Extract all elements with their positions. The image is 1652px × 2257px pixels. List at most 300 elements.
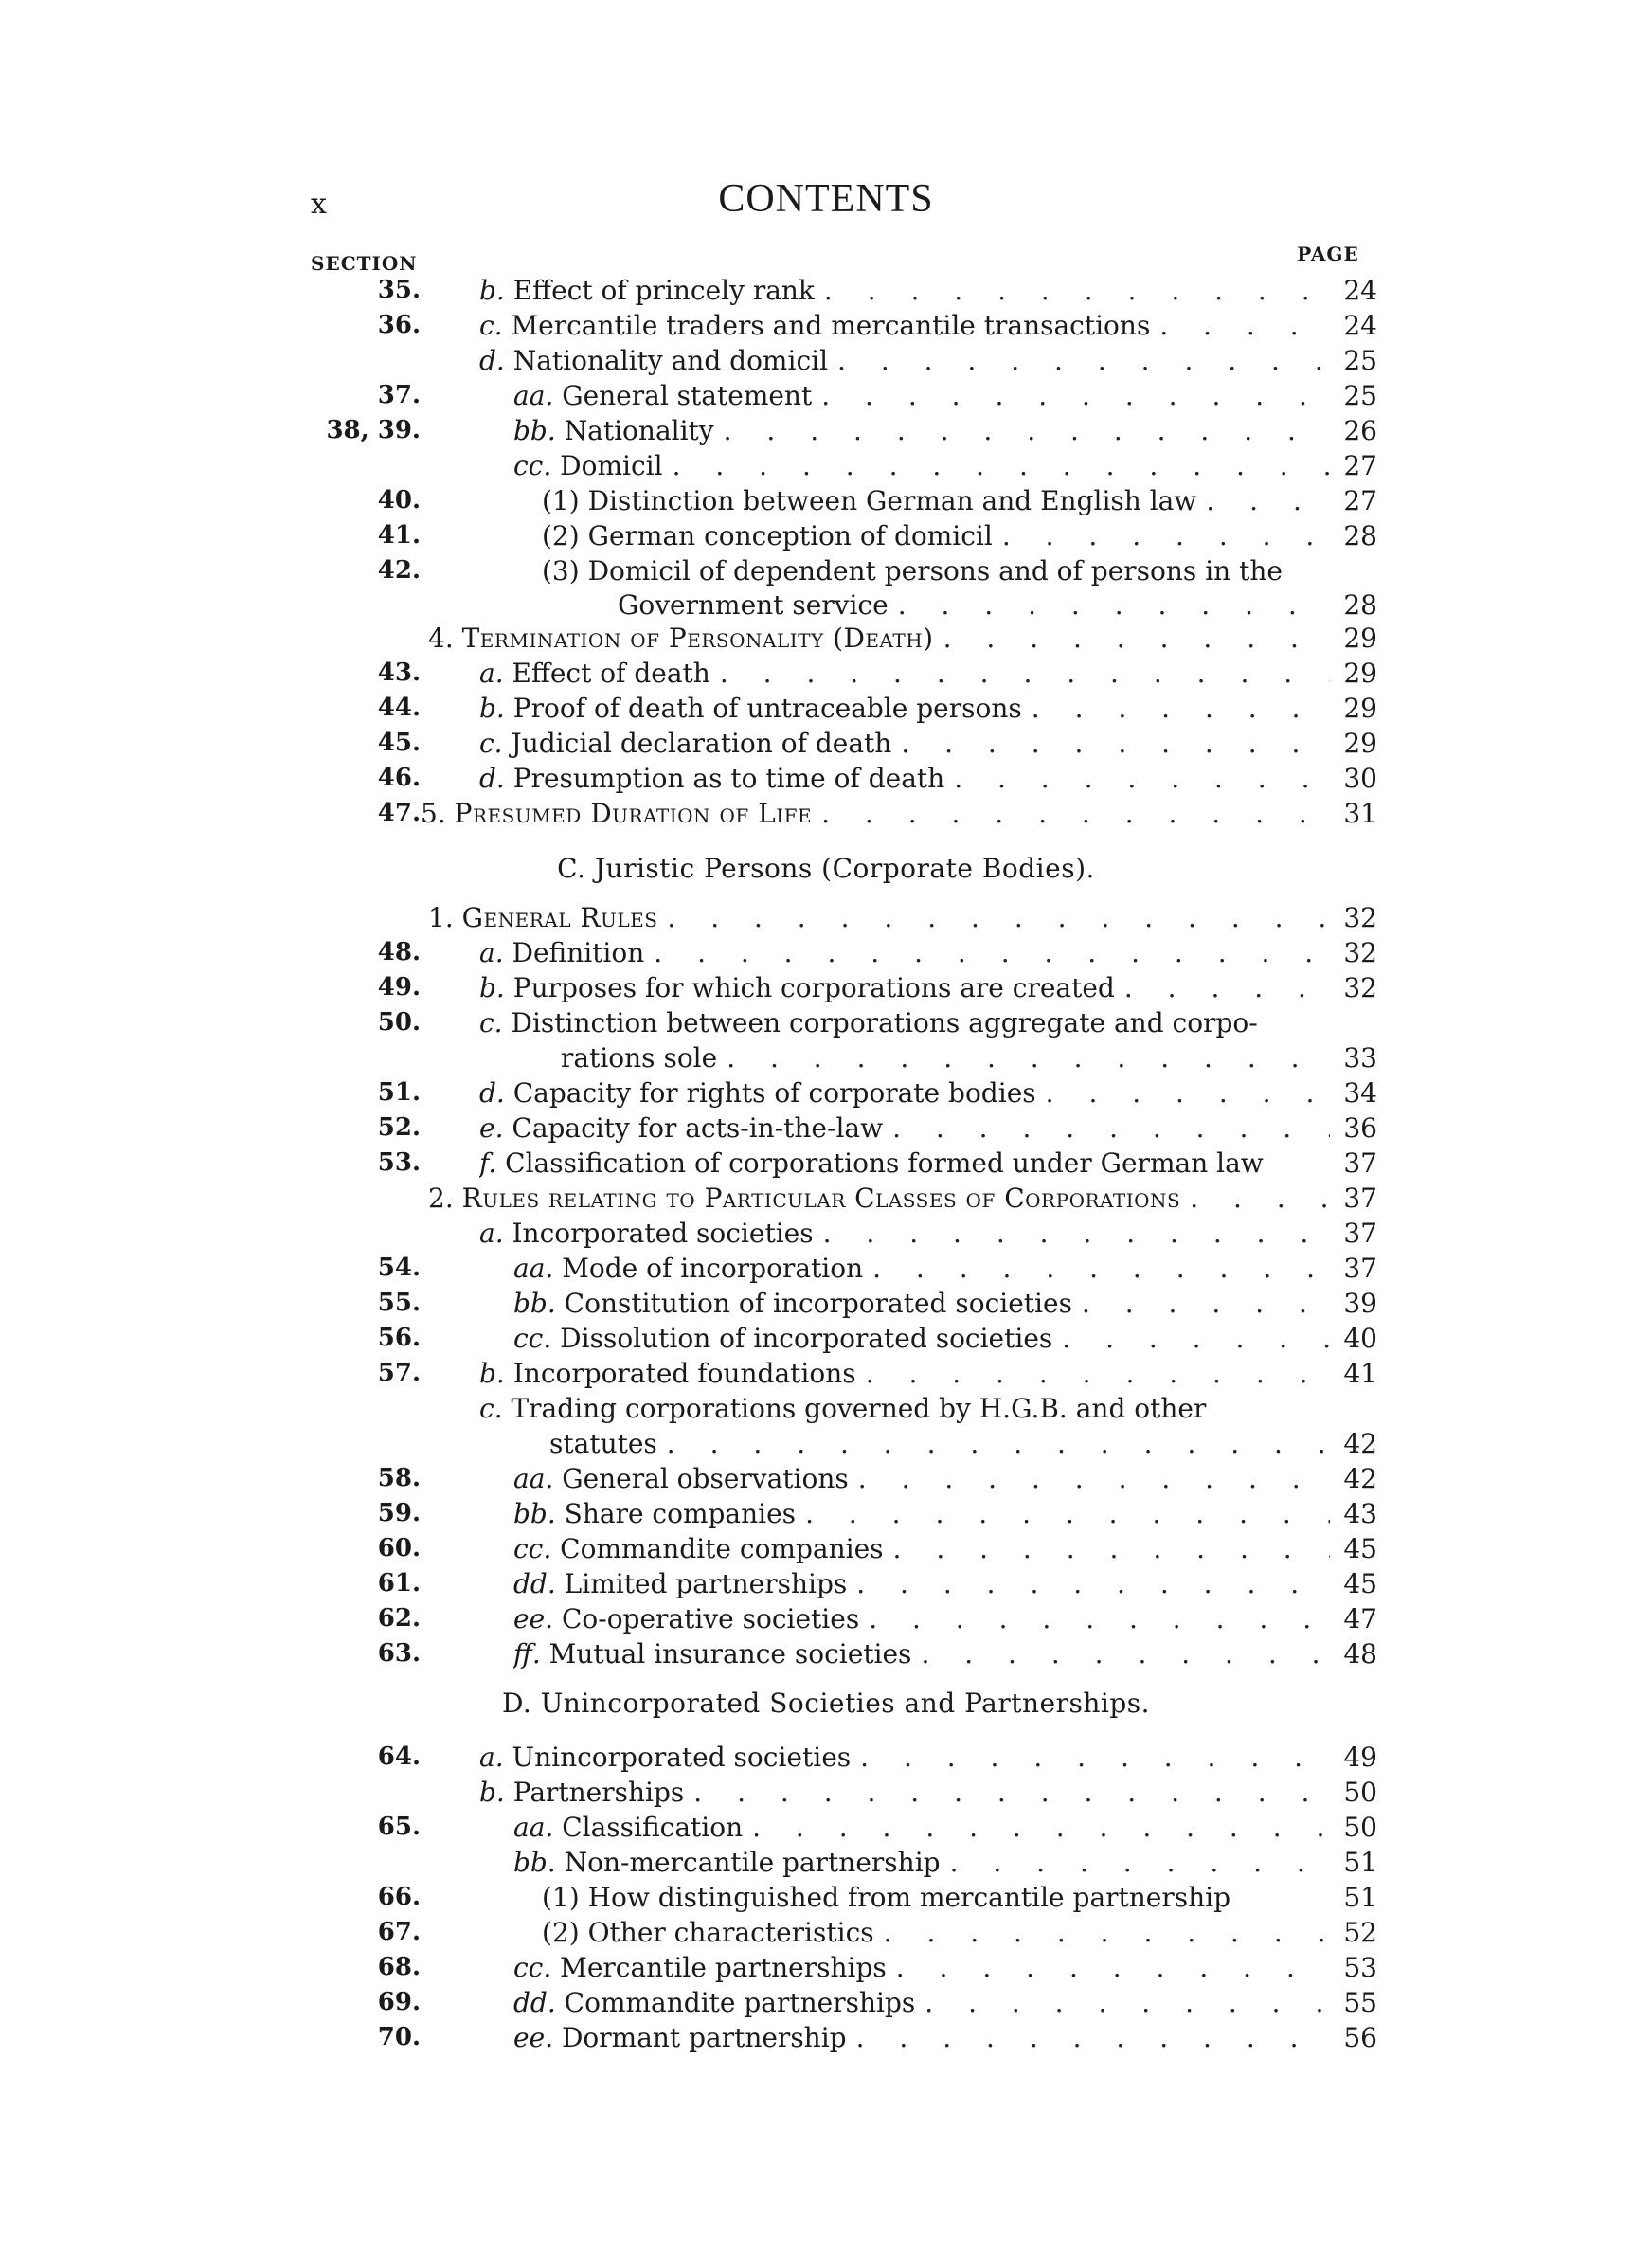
- entry-text: General statement: [562, 380, 813, 411]
- entry-label: [513, 1531, 884, 1566]
- toc-row: [0, 378, 1652, 413]
- entry-marker: c.: [479, 1393, 503, 1424]
- page-number: 31: [1343, 798, 1377, 829]
- toc-entry: [479, 1740, 1339, 1775]
- dot-leader: [693, 1775, 1330, 1810]
- page-number: 29: [1343, 623, 1377, 654]
- page-number: 25: [1343, 380, 1377, 411]
- entry-label: [479, 656, 710, 691]
- toc-row: [0, 1216, 1652, 1251]
- toc-entry: [542, 1880, 1339, 1915]
- toc-entry: [513, 448, 1339, 483]
- entry-marker: c.: [479, 1007, 503, 1038]
- entry-text: Partnerships: [512, 1777, 685, 1808]
- entry-text: Termination of Personality (Death): [461, 623, 934, 654]
- entry-marker: d.: [479, 345, 505, 376]
- section-number: 46.: [377, 764, 421, 792]
- toc-entry: [513, 1950, 1339, 1985]
- entry-label: [542, 483, 1196, 518]
- entry-text: Limited partnerships: [564, 1568, 848, 1599]
- toc-entry: [421, 796, 1339, 831]
- page-number: 50: [1343, 1777, 1377, 1808]
- page-number: 49: [1343, 1742, 1377, 1773]
- toc-entry: [479, 726, 1339, 761]
- toc-row: [0, 1740, 1652, 1775]
- entry-label: [513, 1601, 859, 1636]
- toc-entry: [479, 1356, 1339, 1391]
- entry-marker: ff.: [513, 1638, 541, 1670]
- entry-text: Effect of death: [512, 658, 710, 689]
- toc-row: [0, 796, 1652, 831]
- entry-marker: f.: [479, 1147, 497, 1179]
- toc-row: [0, 413, 1652, 448]
- entry-label: [479, 1775, 684, 1810]
- dot-leader: [893, 1531, 1330, 1566]
- toc-entry: [513, 378, 1339, 413]
- toc-entry: [513, 1845, 1339, 1880]
- dot-leader: [858, 1461, 1330, 1496]
- section-number: 38, 39.: [326, 416, 421, 444]
- entry-label: [428, 900, 657, 935]
- toc-row: [0, 1286, 1652, 1321]
- entry-text: Presumed Duration of Life: [454, 798, 813, 829]
- toc-entry: [428, 621, 1339, 656]
- dot-leader: [925, 1985, 1330, 2020]
- dot-leader: [667, 900, 1330, 935]
- page-title: CONTENTS: [718, 177, 934, 221]
- section-number: 61.: [377, 1569, 421, 1598]
- entry-text: Definition: [512, 937, 645, 968]
- toc-row: [0, 1391, 1652, 1426]
- toc-row: [0, 553, 1652, 588]
- dot-leader: [837, 343, 1330, 378]
- toc-row: [0, 1146, 1652, 1181]
- toc-row: [0, 1810, 1652, 1845]
- entry-text: Incorporated societies: [512, 1218, 814, 1249]
- toc-row: [0, 1985, 1652, 2020]
- toc-row: [0, 1775, 1652, 1810]
- section-number: 44.: [377, 694, 421, 722]
- page-number: 48: [1343, 1638, 1377, 1670]
- toc-entry: [513, 1601, 1339, 1636]
- section-number: 65.: [377, 1813, 421, 1841]
- page-number: 33: [1343, 1042, 1377, 1074]
- entry-label: [479, 1005, 1258, 1040]
- entry-label: [513, 1950, 887, 1985]
- toc-entry: [479, 691, 1339, 726]
- entry-marker: bb.: [513, 415, 556, 446]
- toc-entry: [479, 1391, 1339, 1426]
- toc-row: [0, 1566, 1652, 1601]
- entry-text: statutes: [549, 1428, 657, 1459]
- toc-entry: [513, 1286, 1339, 1321]
- entry-text: Commandite partnerships: [564, 1987, 916, 2018]
- toc-entry: [561, 1040, 1339, 1075]
- toc-entry: [479, 273, 1339, 308]
- page-number: 32: [1343, 972, 1377, 1003]
- dot-leader: [724, 413, 1330, 448]
- toc-row: [0, 761, 1652, 796]
- toc-row: [0, 726, 1652, 761]
- dot-leader: [667, 1426, 1330, 1461]
- toc-row: [0, 1426, 1652, 1461]
- entry-marker: d.: [479, 763, 505, 794]
- toc-row: [0, 587, 1652, 623]
- page-number: 42: [1343, 1463, 1377, 1494]
- entry-marker: aa.: [513, 1812, 554, 1843]
- entry-label: [513, 1496, 796, 1531]
- entry-marker: a.: [479, 1218, 504, 1249]
- toc-entry: [479, 1775, 1339, 1810]
- section-number: 35.: [377, 276, 421, 304]
- section-number: 64.: [377, 1742, 421, 1771]
- section-number: 43.: [377, 659, 421, 687]
- toc-row: [0, 308, 1652, 343]
- entry-text: Trading corporations governed by H.G.B. and other: [511, 1393, 1207, 1424]
- entry-text: Judicial declaration of death: [511, 728, 892, 759]
- entry-label: [542, 518, 993, 553]
- section-number: 40.: [377, 486, 421, 515]
- page-number: 43: [1343, 1498, 1377, 1529]
- entry-marker: ee.: [513, 2022, 554, 2053]
- toc-entry: [513, 1461, 1339, 1496]
- toc-entry: [479, 308, 1339, 343]
- entry-text: Purposes for which corporations are created: [512, 972, 1115, 1003]
- entry-marker: aa.: [513, 380, 554, 411]
- dot-leader: [860, 1740, 1330, 1775]
- dot-leader: [805, 1496, 1330, 1531]
- toc-entry: [513, 1636, 1339, 1671]
- entry-text: Distinction between German and English law: [587, 485, 1197, 516]
- entry-label: [479, 1356, 856, 1391]
- toc-row: [0, 1915, 1652, 1950]
- entry-text: Mercantile partnerships: [560, 1952, 887, 1983]
- toc-entry: [513, 2020, 1339, 2055]
- page-number: 37: [1343, 1218, 1377, 1249]
- entry-label: [479, 970, 1115, 1005]
- entry-marker: dd.: [513, 1987, 556, 2018]
- section-number: 67.: [377, 1918, 421, 1946]
- entry-marker: d.: [479, 1077, 505, 1109]
- toc-entry: [513, 1566, 1339, 1601]
- toc-row: [0, 1601, 1652, 1636]
- entry-marker: ee.: [513, 1603, 554, 1634]
- section-number: 36.: [377, 311, 421, 339]
- toc-entry: [513, 1496, 1339, 1531]
- dot-leader: [821, 796, 1330, 831]
- dot-leader: [866, 1356, 1330, 1391]
- roman-page-number: x: [311, 188, 328, 221]
- page-number: 51: [1343, 1847, 1377, 1878]
- entry-marker: (1): [542, 485, 580, 516]
- page-number: 28: [1343, 589, 1377, 621]
- dot-leader: [1159, 308, 1330, 343]
- section-number: 59.: [377, 1499, 421, 1527]
- toc-entry: [479, 970, 1339, 1005]
- dot-leader: [856, 1566, 1330, 1601]
- entry-label: [479, 1146, 1264, 1181]
- toc-entry: [542, 553, 1339, 588]
- toc-entry: [542, 483, 1339, 518]
- toc-entry: [618, 587, 1339, 623]
- page-number: 27: [1343, 450, 1377, 481]
- entry-text: German conception of domicil: [587, 520, 993, 551]
- dot-leader: [954, 761, 1330, 796]
- section-number: 66.: [377, 1883, 421, 1911]
- dot-leader: [1124, 970, 1330, 1005]
- entry-label: [513, 1985, 915, 2020]
- section-number: 55.: [377, 1289, 421, 1317]
- toc-row: [0, 691, 1652, 726]
- toc-row: [0, 1880, 1652, 1915]
- entry-marker: aa.: [513, 1463, 554, 1494]
- toc-entry: [513, 1251, 1339, 1286]
- entry-marker: a.: [479, 1742, 504, 1773]
- toc-row: [0, 518, 1652, 553]
- toc-entry: [479, 761, 1339, 796]
- entry-text: Classification: [562, 1812, 744, 1843]
- toc-entry: [479, 343, 1339, 378]
- toc-row: [0, 1461, 1652, 1496]
- toc-row: [0, 970, 1652, 1005]
- toc-row: [0, 2020, 1652, 2055]
- entry-text: Government service: [618, 589, 889, 621]
- entry-label: [549, 1426, 657, 1461]
- entry-marker: c.: [479, 728, 503, 759]
- toc-entry: [428, 900, 1339, 935]
- entry-label: [479, 935, 644, 970]
- dot-leader: [824, 273, 1330, 308]
- entry-label: [513, 1286, 1072, 1321]
- entry-marker: (2): [542, 1917, 580, 1948]
- section-number: 41.: [377, 521, 421, 550]
- entry-marker: b.: [479, 972, 505, 1003]
- entry-marker: c.: [479, 310, 503, 341]
- entry-label: [479, 1110, 883, 1146]
- entry-label: [479, 691, 1022, 726]
- entry-text: Share companies: [564, 1498, 797, 1529]
- section-number: 52.: [377, 1113, 421, 1142]
- toc-entry: [479, 1005, 1339, 1040]
- dot-leader: [1062, 1321, 1330, 1356]
- entry-text: Domicil of dependent persons and of persons in the: [587, 555, 1283, 587]
- entry-label: [479, 308, 1150, 343]
- toc-row: [0, 1845, 1652, 1880]
- entry-text: Unincorporated societies: [512, 1742, 852, 1773]
- toc-row: [0, 1950, 1652, 1985]
- toc-row: [0, 1110, 1652, 1146]
- entry-text: General Rules: [461, 902, 658, 933]
- section-number: 48.: [377, 938, 421, 966]
- entry-text: How distinguished from mercantile partnership: [587, 1882, 1231, 1913]
- dot-leader: [1002, 518, 1330, 553]
- page-number: 51: [1343, 1882, 1377, 1913]
- dot-leader: [821, 378, 1330, 413]
- dot-leader: [884, 1915, 1330, 1950]
- entry-text: Mode of incorporation: [562, 1253, 864, 1284]
- dot-leader: [720, 656, 1330, 691]
- entry-marker: b.: [479, 693, 505, 724]
- dot-leader: [1206, 483, 1330, 518]
- toc-entry: [542, 1915, 1339, 1950]
- toc-row: [0, 1181, 1652, 1216]
- toc-entry: [479, 656, 1339, 691]
- entry-marker: (3): [542, 555, 580, 587]
- toc-entry: [513, 1531, 1339, 1566]
- entry-marker: aa.: [513, 1253, 554, 1284]
- entry-label: [421, 796, 812, 831]
- entry-marker: e.: [479, 1112, 504, 1144]
- page-number: 37: [1343, 1253, 1377, 1284]
- entry-marker: bb.: [513, 1288, 556, 1319]
- section-number: 56.: [377, 1324, 421, 1352]
- entry-text: Mercantile traders and mercantile transactions: [511, 310, 1151, 341]
- page-number: 42: [1343, 1428, 1377, 1459]
- section-number: 57.: [377, 1359, 421, 1387]
- entry-label: [479, 343, 828, 378]
- page-number: 30: [1343, 763, 1377, 794]
- entry-text: Commandite companies: [560, 1533, 884, 1564]
- page-number: 37: [1343, 1183, 1377, 1214]
- section-number: 62.: [377, 1604, 421, 1633]
- entry-marker: a.: [479, 937, 504, 968]
- dot-leader: [654, 935, 1330, 970]
- entry-marker: cc.: [513, 1533, 552, 1564]
- toc-row: [0, 483, 1652, 518]
- entry-text: Other characteristics: [587, 1917, 874, 1948]
- page-number: 45: [1343, 1533, 1377, 1564]
- page-number: 32: [1343, 902, 1377, 933]
- entry-label: [513, 1321, 1052, 1356]
- entry-marker: dd.: [513, 1568, 556, 1599]
- subheading-unincorporated-societies: D. Unincorporated Societies and Partnerships.: [501, 1688, 1151, 1719]
- toc-row: [0, 1321, 1652, 1356]
- dot-leader: [869, 1601, 1330, 1636]
- page-number: 45: [1343, 1568, 1377, 1599]
- entry-marker: (1): [542, 1882, 580, 1913]
- entry-marker: cc.: [513, 1323, 552, 1354]
- entry-marker: 2.: [428, 1183, 454, 1214]
- page-number: 53: [1343, 1952, 1377, 1983]
- dot-leader: [1046, 1075, 1330, 1110]
- entry-label: [542, 1880, 1230, 1915]
- toc-row: [0, 1251, 1652, 1286]
- entry-text: Nationality and domicil: [512, 345, 829, 376]
- entry-label: [513, 1461, 849, 1496]
- section-number: 50.: [377, 1008, 421, 1037]
- toc-entry: [513, 1985, 1339, 2020]
- section-number: 49.: [377, 973, 421, 1002]
- page-number: 28: [1343, 520, 1377, 551]
- toc-row: [0, 1075, 1652, 1110]
- toc-entry: [428, 1181, 1339, 1216]
- entry-text: Proof of death of untraceable persons: [512, 693, 1022, 724]
- entry-text: Rules relating to Particular Classes of Corporations: [461, 1183, 1181, 1214]
- toc-entry: [479, 1146, 1339, 1181]
- section-number: 68.: [377, 1953, 421, 1981]
- subheading-juristic-persons: C. Juristic Persons (Corporate Bodies).: [557, 853, 1095, 884]
- toc-entry: [513, 413, 1339, 448]
- dot-leader: [1082, 1286, 1330, 1321]
- entry-marker: (2): [542, 520, 580, 551]
- dot-leader: [856, 2020, 1330, 2055]
- page-number: 24: [1343, 275, 1377, 306]
- entry-marker: a.: [479, 658, 504, 689]
- dot-leader: [823, 1216, 1330, 1251]
- entry-text: Dissolution of incorporated societies: [560, 1323, 1053, 1354]
- entry-marker: 1.: [428, 902, 454, 933]
- dot-leader: [1032, 691, 1330, 726]
- section-number: 45.: [377, 729, 421, 757]
- entry-label: [479, 273, 815, 308]
- page-number: 50: [1343, 1812, 1377, 1843]
- page-number: 25: [1343, 345, 1377, 376]
- section-number: 37.: [377, 381, 421, 409]
- toc-row: [0, 448, 1652, 483]
- toc-row: [0, 1531, 1652, 1566]
- entry-label: [513, 378, 812, 413]
- section-number: 58.: [377, 1464, 421, 1492]
- dot-leader: [872, 1251, 1330, 1286]
- entry-label: [542, 1915, 874, 1950]
- toc-row: [0, 343, 1652, 378]
- toc-row: [0, 1040, 1652, 1075]
- toc-entry: [479, 1075, 1339, 1110]
- entry-text: Capacity for acts-in-the-law: [512, 1112, 884, 1144]
- toc-row: [0, 1636, 1652, 1671]
- entry-label: [479, 1740, 851, 1775]
- page-number: 29: [1343, 658, 1377, 689]
- toc-entry: [479, 1216, 1339, 1251]
- entry-label: [513, 1845, 941, 1880]
- page-number: 37: [1343, 1147, 1377, 1179]
- toc-row: [0, 935, 1652, 970]
- section-number: 53.: [377, 1148, 421, 1177]
- section-number: 60.: [377, 1534, 421, 1562]
- toc-entry: [479, 935, 1339, 970]
- dot-leader: [727, 1040, 1330, 1075]
- toc-row: [0, 1496, 1652, 1531]
- entry-text: Dormant partnership: [561, 2022, 847, 2053]
- dot-leader: [1190, 1181, 1330, 1216]
- section-number: 47.: [377, 799, 421, 827]
- entry-text: Capacity for rights of corporate bodies: [512, 1077, 1036, 1109]
- toc-row: [0, 273, 1652, 308]
- entry-text: Mutual insurance societies: [548, 1638, 912, 1670]
- toc-row: [0, 1356, 1652, 1391]
- dot-leader: [892, 1110, 1330, 1146]
- entry-text: Constitution of incorporated societies: [564, 1288, 1072, 1319]
- page-number: 27: [1343, 485, 1377, 516]
- dot-leader: [752, 1810, 1330, 1845]
- section-number: 54.: [377, 1254, 421, 1282]
- page-number: 29: [1343, 728, 1377, 759]
- dot-leader: [943, 621, 1330, 656]
- page-number: 39: [1343, 1288, 1377, 1319]
- page-column-header: PAGE: [1297, 243, 1359, 265]
- entry-label: [479, 726, 891, 761]
- entry-text: Distinction between corporations aggregate and corpo-: [511, 1007, 1258, 1038]
- page-number: 40: [1343, 1323, 1377, 1354]
- section-number: 70.: [377, 2023, 421, 2051]
- dot-leader: [901, 726, 1330, 761]
- toc-entry: [549, 1426, 1339, 1461]
- toc-entry: [513, 1321, 1339, 1356]
- entry-text: General observations: [562, 1463, 849, 1494]
- page-number: 29: [1343, 693, 1377, 724]
- entry-label: [479, 761, 944, 796]
- section-number: 42.: [377, 556, 421, 585]
